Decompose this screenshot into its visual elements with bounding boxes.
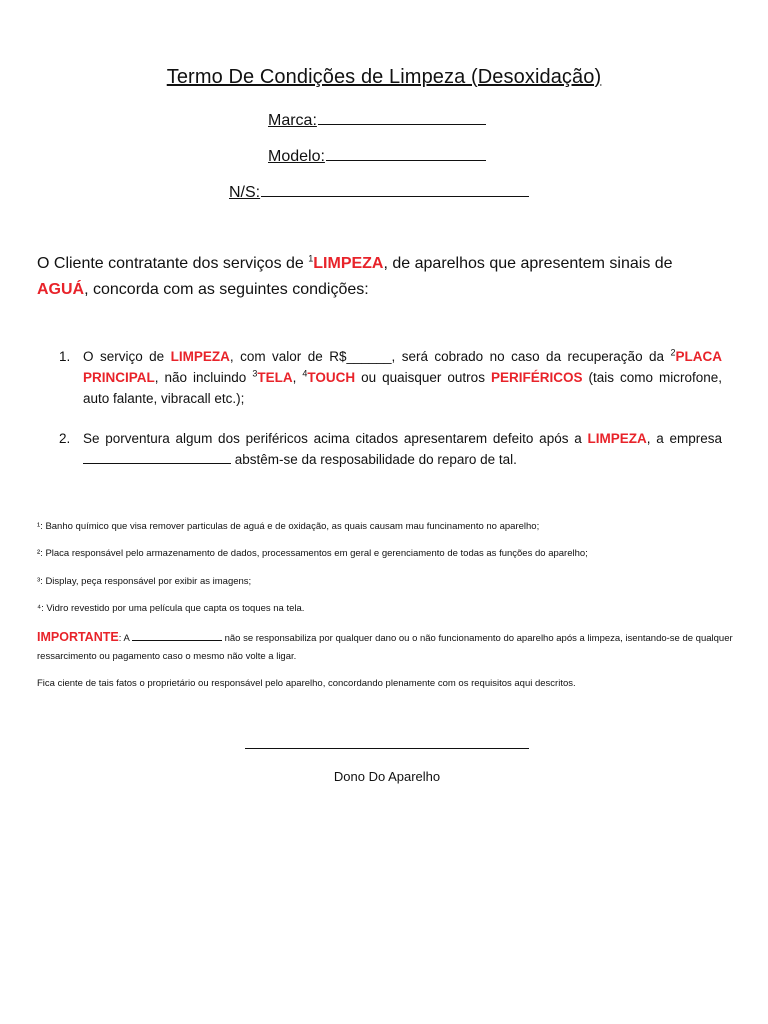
item1-text-b: , com valor de R$______, será cobrado no caso da recuperação da <box>229 349 671 364</box>
intro-text-3: , concorda com as seguintes condições: <box>84 281 369 298</box>
item1-limpeza-highlight: LIMPEZA <box>170 349 230 364</box>
item1-placa-highlight: PLACA PRINCIPAL <box>83 349 722 385</box>
item1-perifericos-highlight: PERIFÉRICOS <box>490 370 583 385</box>
footnote-ref-1: 1 <box>308 253 314 264</box>
important-text-a: : A <box>118 633 132 644</box>
marca-field[interactable] <box>268 110 486 130</box>
item2-text-b: , a empresa <box>646 431 722 446</box>
list-item-2 <box>59 428 722 470</box>
footnote-ref-2: 2 <box>670 347 676 358</box>
closing-statement: Fica ciente de tais fatos o proprietário ou responsável pelo aparelho, concordando plenamente com os requisitos aqui descritos. <box>37 678 576 689</box>
marca-label: Marca: <box>268 112 317 129</box>
item1-text-d: , <box>292 370 303 385</box>
important-text-b: não se responsabiliza por qualquer dano ou o não funcionamento do aparelho após a limpeza, isentando-se de qualquer ressarcimento ou pagamento caso o mesmo não volte a ligar. <box>37 633 733 662</box>
document-title: Termo De Condições de Limpeza (Desoxidação) <box>166 66 602 88</box>
important-blank-line[interactable] <box>132 630 222 641</box>
signature-caption: Dono Do Aparelho <box>333 769 441 784</box>
item2-limpeza-highlight: LIMPEZA <box>587 431 647 446</box>
ns-field[interactable] <box>229 182 529 202</box>
marca-blank-line[interactable] <box>318 110 486 125</box>
item1-tela-highlight: TELA <box>257 370 293 385</box>
ns-label: N/S: <box>229 184 261 201</box>
list-item-1 <box>59 346 722 409</box>
footnote-2: ²: Placa responsável pelo armazenamento de dados, processamentos em geral e gerenciamento de todas as funções do aparelho; <box>37 548 588 559</box>
modelo-label: Modelo: <box>268 148 325 165</box>
item2-text-c: abstêm-se da resposabilidade do reparo de tal. <box>231 452 517 467</box>
item1-text-a: O serviço de <box>83 349 171 364</box>
item1-text-e: ou quaisquer outros <box>355 370 491 385</box>
footnote-ref-4: 4 <box>302 368 308 379</box>
signature-line[interactable] <box>245 748 529 749</box>
footnote-ref-3: 3 <box>252 368 258 379</box>
modelo-blank-line[interactable] <box>326 146 486 161</box>
footnote-4: ⁴: Vidro revestido por uma película que capta os toques na tela. <box>37 603 305 614</box>
important-label: IMPORTANTE <box>37 630 119 644</box>
item1-touch-highlight: TOUCH <box>307 370 356 385</box>
intro-text-2: , de aparelhos que apresentem sinais de <box>383 255 673 272</box>
intro-text-1: O Cliente contratante dos serviços de <box>37 255 309 272</box>
intro-agua-highlight: AGUÁ <box>37 281 85 298</box>
item1-text-c: , não incluindo <box>154 370 253 385</box>
ns-blank-line[interactable] <box>261 182 529 197</box>
list-number-1: 1. <box>59 349 71 364</box>
intro-limpeza-highlight: LIMPEZA <box>313 255 384 272</box>
item2-text-a: Se porventura algum dos periféricos acima citados apresentarem defeito após a <box>83 431 588 446</box>
list-number-2: 2. <box>59 431 71 446</box>
modelo-field[interactable] <box>268 146 486 166</box>
intro-paragraph <box>37 251 727 303</box>
important-notice <box>37 628 737 666</box>
company-blank-line[interactable] <box>83 451 231 464</box>
footnote-1: ¹: Banho químico que visa remover particulas de aguá e de oxidação, as quais causam mau funcinamento no aparelho; <box>37 521 540 532</box>
footnote-3: ³: Display, peça responsável por exibir as imagens; <box>37 576 252 587</box>
item1-text-f: (tais como microfone, auto falante, vibracall etc.); <box>83 370 722 406</box>
